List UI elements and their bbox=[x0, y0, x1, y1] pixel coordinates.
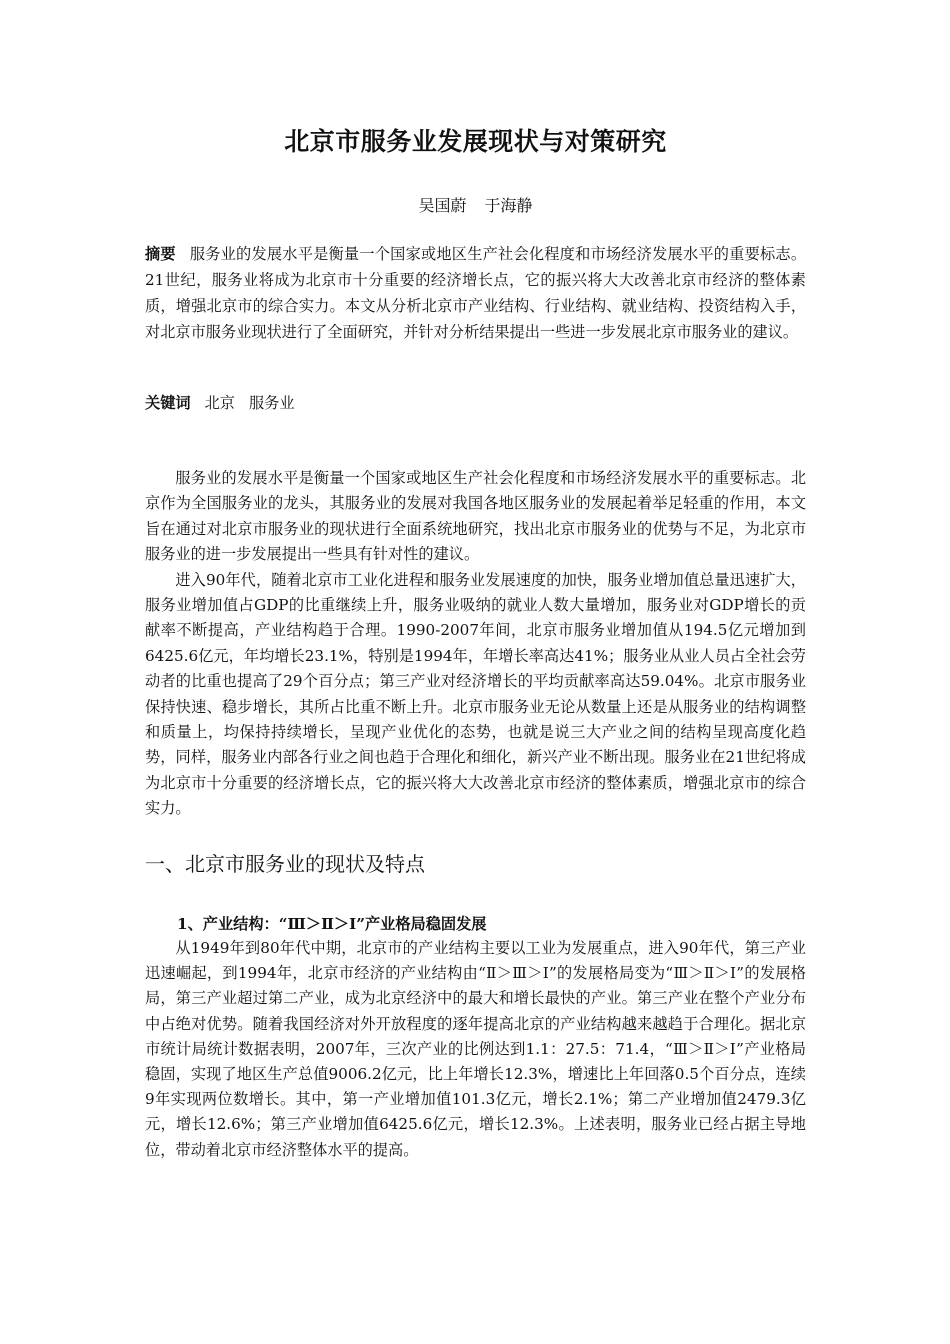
keywords bbox=[145, 391, 806, 415]
section-heading: 一、北京市服务业的现状及特点 bbox=[145, 852, 425, 876]
keyword: 服务业 bbox=[248, 394, 295, 412]
body-paragraph: 从1949年到80年代中期，北京市的产业结构主要以工业为发展重点，进入90年代，第三产业迅速崛起，到1994年，北京市经济的产业结构由“Ⅱ＞Ⅲ＞Ⅰ”的发展格局变为“Ⅲ＞Ⅱ＞Ⅰ”的发展格局，第三产业超过第二产业，成为北京经济中的最大和增长最快的产业。第三产业在整个产业分布中占绝对优势。随着我国经济对外开放程度的逐年提高北京的产业结构越来越趋于合理化。据北京市统计局统计数据表明，2007年，三次产业的比例达到1.1：27.5：71.4，“Ⅲ＞Ⅱ＞Ⅰ”产业格局稳固，实现了地区生产总值9006.2亿元，比上年增长12.3%，增速比上年回落0.5个百分点，连续9年实现两位数增长。其中，第一产业增加值101.3亿元，增长2.1%；第二产业增加值2479.3亿元，增长12.6%；第三产业增加值6425.6亿元，增长12.3%。上述表明，服务业已经占据主导地位，带动着北京市经济整体水平的提高。 bbox=[145, 939, 806, 1159]
body-paragraph: 进入90年代，随着北京市工业化进程和服务业发展速度的加快，服务业增加值总量迅速扩大，服务业增加值占GDP的比重继续上升，服务业吸纳的就业人数大量增加，服务业对GDP增长的贡献率不断提高，产业结构趋于合理。1990-2007年间，北京市服务业增加值从194.5亿元增加到6425.6亿元，年均增长23.1%，特别是1994年，年增长率高达41%；服务业从业人员占全社会劳动者的比重也提高了29个百分点；第三产业对经济增长的平均贡献率高达59.04%。北京市服务业保持快速、稳步增长，其所占比重不断上升。北京市服务业无论从数量上还是从服务业的结构调整和质量上，均保持持续增长，呈现产业优化的态势，也就是说三大产业之间的结构呈现高度化趋势，同样，服务业内部各行业之间也趋于合理化和细化，新兴产业不断出现。服务业在21世纪将成为北京市十分重要的经济增长点，它的振兴将大大改善北京市经济的整体素质，增强北京市的综合实力。 bbox=[145, 570, 806, 818]
paper-title: 北京市服务业发展现状与对策研究 bbox=[284, 127, 667, 156]
introduction bbox=[145, 466, 806, 822]
author-list bbox=[145, 193, 806, 216]
subsection-body bbox=[145, 936, 806, 1163]
author-name: 吴国蔚 bbox=[418, 196, 467, 215]
keywords-label: 关键词 bbox=[145, 394, 191, 412]
keyword: 北京 bbox=[204, 394, 235, 412]
abstract bbox=[145, 241, 806, 345]
author-name: 于海静 bbox=[484, 196, 533, 215]
body-paragraph: 服务业的发展水平是衡量一个国家或地区生产社会化程度和市场经济发展水平的重要标志。北京作为全国服务业的龙头，其服务业的发展对我国各地区服务业的发展起着举足轻重的作用，本文旨在通过对北京市服务业的现状进行全面系统地研究，找出北京市服务业的优势与不足，为北京市服务业的进一步发展提出一些具有针对性的建议。 bbox=[145, 469, 806, 564]
abstract-label: 摘要 bbox=[145, 245, 176, 263]
subsection-heading: 1、产业结构：“Ⅲ＞Ⅱ＞Ⅰ”产业格局稳固发展 bbox=[177, 915, 487, 933]
abstract-text: 服务业的发展水平是衡量一个国家或地区生产社会化程度和市场经济发展水平的重要标志。21世纪，服务业将成为北京市十分重要的经济增长点，它的振兴将大大改善北京市经济的整体素质，增强北京市的综合实力。本文从分析北京市产业结构、行业结构、就业结构、投资结构入手，对北京市服务业现状进行了全面研究，并针对分析结果提出一些进一步发展北京市服务业的建议。 bbox=[145, 245, 807, 341]
